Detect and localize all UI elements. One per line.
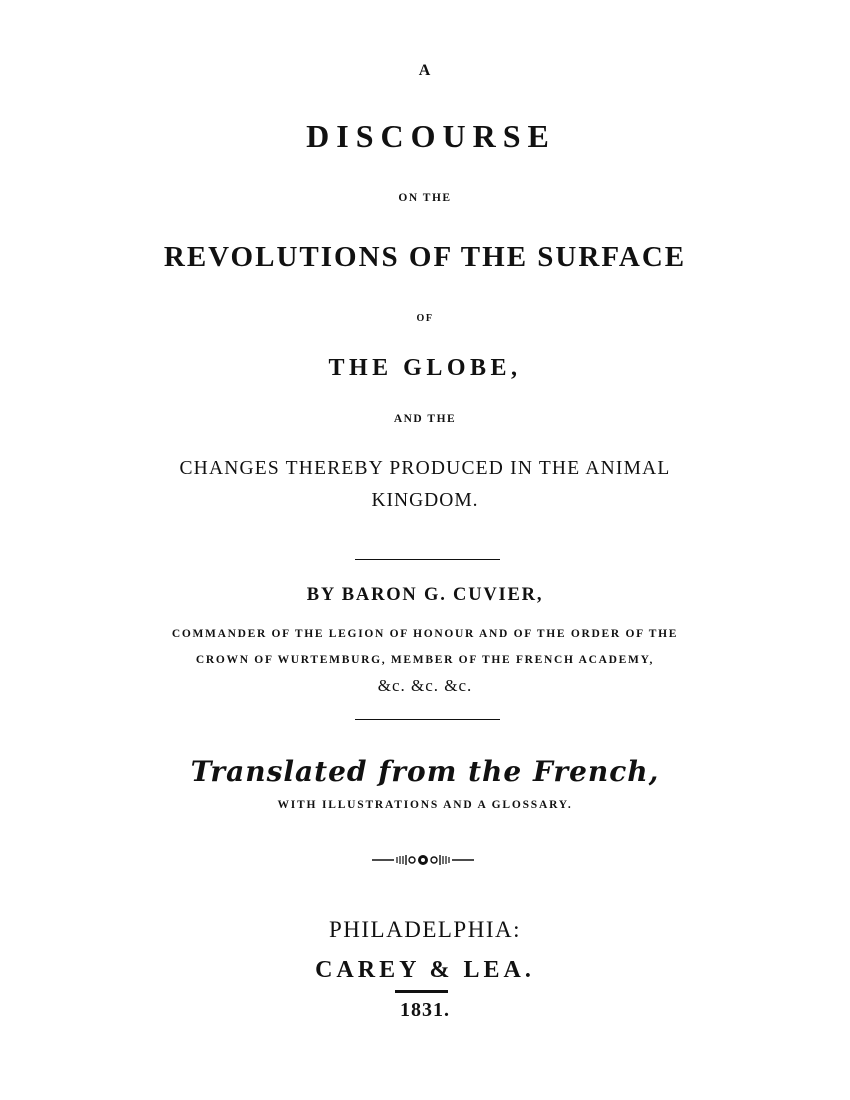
divider-rule bbox=[355, 719, 500, 720]
globe-title: THE GLOBE, bbox=[328, 355, 522, 381]
divider-rule bbox=[355, 559, 500, 560]
imprint-year: 1831. bbox=[400, 999, 450, 1021]
subtitle-line-1: CHANGES THEREBY PRODUCED IN THE ANIMAL bbox=[179, 458, 671, 479]
title-connector-on-the: ON THE bbox=[398, 192, 452, 204]
imprint-publisher: CAREY & LEA. bbox=[315, 957, 535, 983]
author-titles-line-2: CROWN OF WURTEMBURG, MEMBER OF THE FRENCH ACADEMY, bbox=[195, 654, 655, 666]
imprint-city: PHILADELPHIA: bbox=[329, 917, 521, 942]
year-rule bbox=[395, 990, 448, 993]
title-connector-of: OF bbox=[416, 313, 434, 324]
author-byline: BY BARON G. CUVIER, bbox=[306, 585, 544, 605]
subject-title: REVOLUTIONS OF THE SURFACE bbox=[163, 241, 687, 273]
main-title: DISCOURSE bbox=[306, 118, 556, 154]
printer-ornament-icon bbox=[370, 852, 476, 868]
title-connector-and-the: AND THE bbox=[393, 413, 457, 425]
translation-details: WITH ILLUSTRATIONS AND A GLOSSARY. bbox=[277, 799, 573, 811]
translation-line: Translated from the French, bbox=[190, 755, 660, 788]
author-titles-line-1: COMMANDER OF THE LEGION OF HONOUR AND OF THE ORDER OF THE bbox=[171, 628, 679, 640]
author-etc: &c. &c. &c. bbox=[377, 676, 473, 695]
title-article: A bbox=[418, 62, 432, 79]
subtitle-line-2: KINGDOM. bbox=[371, 490, 479, 511]
